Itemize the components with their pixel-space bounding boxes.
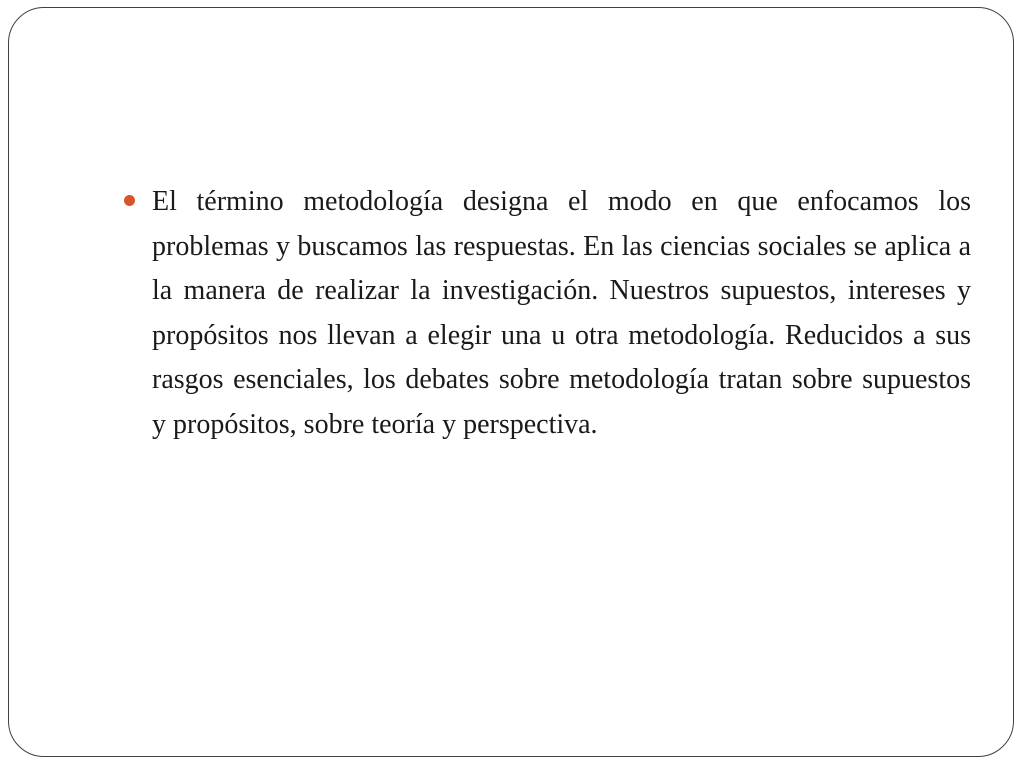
- bullet-item: [121, 180, 971, 447]
- bullet-list: [121, 180, 971, 447]
- bullet-dot-icon: [124, 195, 135, 206]
- bullet-text: El término metodología designa el modo en que enfocamos los problemas y buscamos las respuestas. En las ciencias sociales se aplica a la manera de realizar la investigación. Nuestros supuestos, intereses y propósitos nos llevan a elegir una u otra metodología. Reducidos a sus rasgos esenciales, los debates sobre metodología tratan sobre supuestos y propósitos, sobre teoría y perspectiva.: [152, 186, 971, 440]
- slide-frame: [8, 7, 1014, 757]
